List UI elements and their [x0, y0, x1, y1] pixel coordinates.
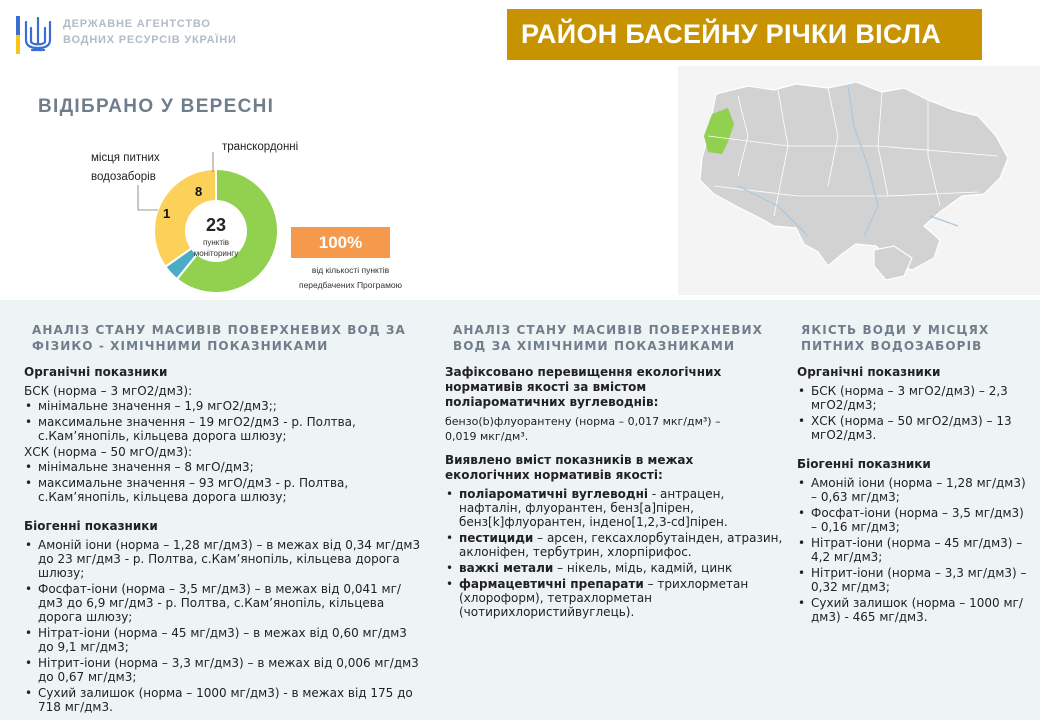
list-item: • мінімальне значення – 1,9 мгО2/дм3;; — [24, 399, 424, 413]
physchem-bsk-list — [24, 399, 424, 443]
chem-heading: АНАЛІЗ СТАНУ МАСИВІВ ПОВЕРХНЕВИХ ВОД ЗА ХІМІЧНИМИ ПОКАЗНИКАМИ — [453, 323, 764, 353]
list-item: • мінімальне значення – 8 мгО/дм3; — [24, 460, 424, 474]
physchem-hsk-list — [24, 460, 424, 504]
chem-exceed-title: Зафіксовано перевищення екологічних нормативів якості за вмістом поліароматичних вуглеводнів: — [445, 365, 722, 409]
physchem-hsk-title: ХСК (норма – 50 мгО/дм3): — [24, 445, 193, 459]
physchem-heading: АНАЛІЗ СТАНУ МАСИВІВ ПОВЕРХНЕВИХ ВОД ЗА ФІЗИКО - ХІМІЧНИМИ ПОКАЗНИКАМИ — [32, 323, 406, 353]
list-item: • Сухий залишок (норма – 1000 мг/дм3) - 465 мг/дм3. — [797, 596, 1032, 624]
agency-line-1: ДЕРЖАВНЕ АГЕНТСТВО — [63, 18, 211, 30]
list-item: • БСК (норма – 3 мгО2/дм3) – 2,3 мгО2/дм3; — [797, 384, 1032, 412]
physchem-biogenic-list — [24, 538, 424, 714]
ukraine-map-panel — [678, 66, 1040, 295]
drinking-organic-title: Органічні показники — [797, 365, 941, 379]
physchem-bsk-title: БСК (норма – 3 мгО2/дм3): — [24, 384, 193, 398]
donut-total: 23 — [205, 215, 227, 235]
list-item: • ХСК (норма – 50 мгО2/дм3) – 13 мгО2/дм3. — [797, 414, 1032, 442]
segment-value-transboundary: 8 — [195, 184, 203, 199]
list-item: • Амоній іони (норма – 1,28 мг/дм3) – в межах від 0,34 мг/дм3 до 23 мг/дм3 - р. Полтва, с.Кам’янопіль, кільцева дорога шлюзу; — [24, 538, 424, 580]
page-title: РАЙОН БАСЕЙНУ РІЧКИ ВІСЛА — [507, 9, 982, 60]
list-item: • пестициди – арсен, гексахлорбутаінден, атразин, аклоніфен, тербутрин, хлорпірифос. — [445, 531, 785, 559]
selected-section-title: ВІДІБРАНО У ВЕРЕСНІ — [38, 96, 275, 117]
chem-within-list — [445, 487, 785, 619]
list-item: • поліароматичні вуглеводні - антрацен, нафталін, флуорантен, бенз[а]пірен, бенз[k]флуорантен, індено[1,2,3-cd]пірен. — [445, 487, 785, 529]
list-item: • важкі метали – нікель, мідь, кадмій, цинк — [445, 561, 785, 575]
drinking-biogenic-title: Біогенні показники — [797, 457, 931, 471]
list-item: • максимальне значення – 93 мгО/дм3 - р. Полтва, с.Кам’янопіль, кільцева дорога шлюзу; — [24, 476, 424, 504]
coverage-percent-badge: 100% — [291, 227, 390, 258]
ukraine-map — [678, 66, 1040, 295]
list-item: • Амоній іони (норма – 1,28 мг/дм3) – 0,63 мг/дм3; — [797, 476, 1032, 504]
agency-name — [63, 16, 237, 48]
physchem-column — [24, 322, 424, 716]
physchem-biogenic-title: Біогенні показники — [24, 519, 158, 533]
trident-icon — [14, 14, 56, 56]
list-item: • Фосфат-іони (норма – 3,5 мг/дм3) – в межах від 0,041 мг/дм3 до 6,9 мг/дм3 - р. Полтва, с.Кам’янопіль, кільцева дорога шлюзу; — [24, 582, 424, 624]
chem-exceed-text: бензо(b)флуорантену (норма – 0,017 мкг/дм³) – 0,019 мкг/дм³. — [445, 415, 721, 443]
physchem-organic-title: Органічні показники — [24, 365, 168, 379]
list-item: • Нітрит-іони (норма – 3,3 мг/дм3) – в межах від 0,006 мг/дм3 до 0,67 мг/дм3; — [24, 656, 424, 684]
ukraine-territory — [700, 82, 1008, 270]
label-water-intakes: місця питних водозаборів — [91, 152, 160, 183]
list-item: • Фосфат-іони (норма – 3,5 мг/дм3) – 0,16 мг/дм3; — [797, 506, 1032, 534]
list-item: • фармацевтичні препарати – трихлорметан (хлороформ), тетрахлорметан (чотирихлористийвуглець). — [445, 577, 785, 619]
agency-line-2: ВОДНИХ РЕСУРСІВ УКРАЇНИ — [63, 34, 237, 46]
drinking-heading: ЯКІСТЬ ВОДИ У МІСЦЯХ ПИТНИХ ВОДОЗАБОРІВ — [801, 323, 990, 353]
list-item: • Нітрит-іони (норма – 3,3 мг/дм3) – 0,32 мг/дм3; — [797, 566, 1032, 594]
segment-value-water-intakes: 1 — [163, 206, 171, 221]
label-transboundary: транскордонні — [222, 141, 299, 153]
list-item: • Сухий залишок (норма – 1000 мг/дм3) - в межах від 175 до 718 мг/дм3. — [24, 686, 424, 714]
chem-within-title: Виявлено вміст показників в межах екологічних нормативів якості: — [445, 453, 694, 482]
list-item: • Нітрат-іони (норма – 45 мг/дм3) – в межах від 0,60 мг/дм3 до 9,1 мг/дм3; — [24, 626, 424, 654]
coverage-percent-note: від кількості пунктів передбачених Програмою — [298, 265, 403, 290]
drinking-column — [797, 322, 1032, 626]
list-item: • Нітрат-іони (норма – 45 мг/дм3) – 4,2 мг/дм3; — [797, 536, 1032, 564]
drinking-organic-list — [797, 384, 1032, 442]
donut-caption: пунктів моніторингу — [193, 238, 239, 258]
list-item: • максимальне значення – 19 мгО2/дм3 - р. Полтва, с.Кам’янопіль, кільцева дорога шлюзу; — [24, 415, 424, 443]
drinking-biogenic-list — [797, 476, 1032, 624]
chem-column — [445, 322, 785, 621]
